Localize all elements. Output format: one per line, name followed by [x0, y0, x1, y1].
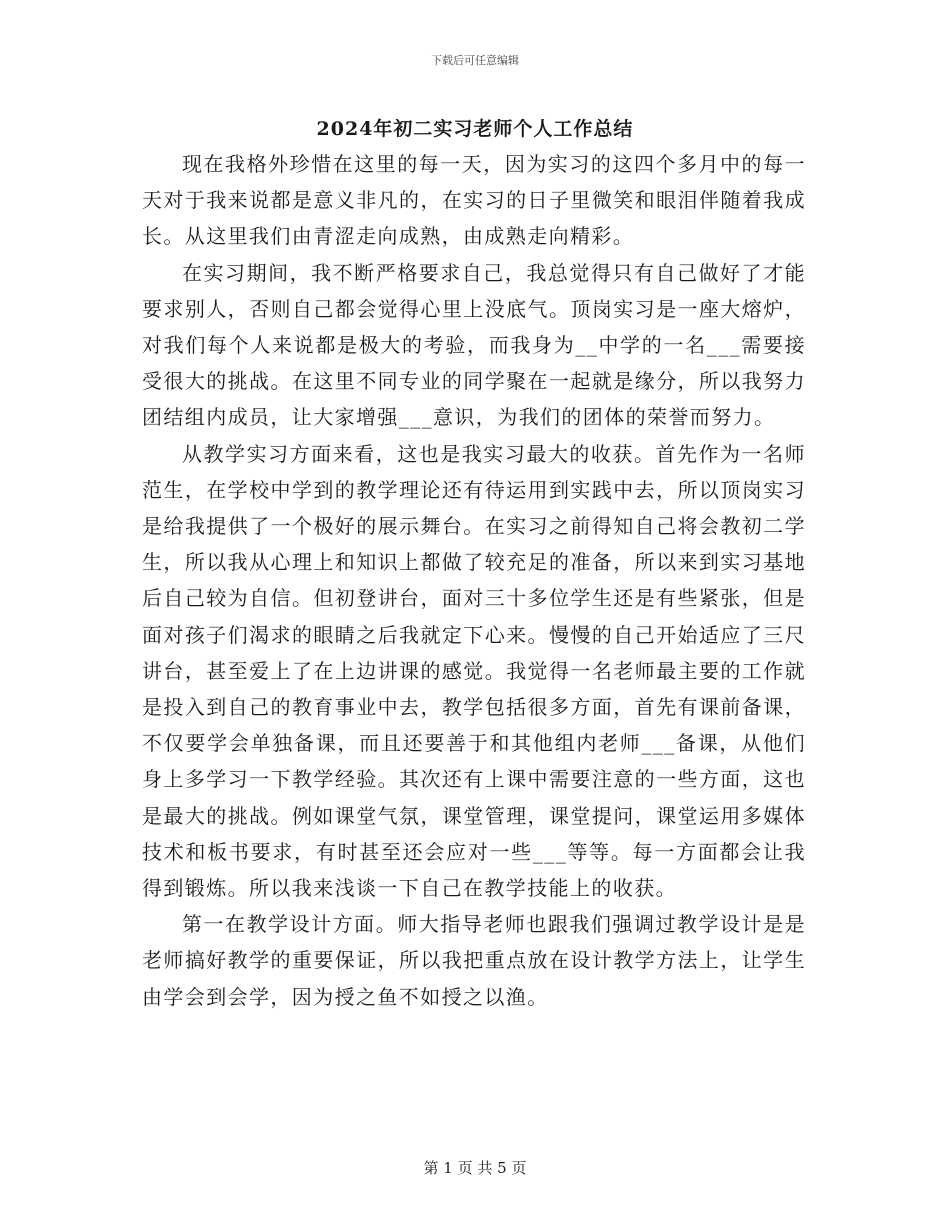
document-title: 2024年初二实习老师个人工作总结 — [316, 118, 634, 140]
paragraph: 第一在教学设计方面。师大指导老师也跟我们强调过教学设计是是老师搞好教学的重要保证，所以我把重点放在设计教学方法上，让学生由学会到会学，因为授之鱼不如授之以渔。 — [142, 912, 806, 1009]
paragraph: 现在我格外珍惜在这里的每一天，因为实习的这四个多月中的每一天对于我来说都是意义非凡的，在实习的日子里微笑和眼泪伴随着我成长。从这里我们由青涩走向成熟，由成熟走向精彩。 — [142, 152, 806, 249]
document-body — [142, 146, 806, 1015]
header-note: 下载后可任意编辑 — [431, 54, 519, 67]
page-number: 第 1 页 共 5 页 — [423, 1159, 527, 1177]
paragraph: 在实习期间，我不断严格要求自己，我总觉得只有自己做好了才能要求别人，否则自己都会觉得心里上没底气。顶岗实习是一座大熔炉，对我们每个人来说都是极大的考验，而我身为__中学的一名___需要接受很大的挑战。在这里不同专业的同学聚在一起就是缘分，所以我努力团结组内成员，让大家增强___意识，为我们的团体的荣誉而努力。 — [142, 260, 806, 430]
paragraph: 从教学实习方面来看，这也是我实习最大的收获。首先作为一名师范生，在学校中学到的教学理论还有待运用到实践中去，所以顶岗实习是给我提供了一个极好的展示舞台。在实习之前得知自己将会教初二学生，所以我从心理上和知识上都做了较充足的准备，所以来到实习基地后自己较为自信。但初登讲台，面对三十多位学生还是有些紧张，但是面对孩子们渴求的眼睛之后我就定下心来。慢慢的自己开始适应了三尺讲台，甚至爱上了在上边讲课的感觉。我觉得一名老师最主要的工作就是投入到自己的教育事业中去，教学包括很多方面，首先有课前备课，不仅要学会单独备课，而且还要善于和其他组内老师___备课，从他们身上多学习一下教学经验。其次还有上课中需要注意的一些方面，这也是最大的挑战。例如课堂气氛，课堂管理，课堂提问，课堂运用多媒体技术和板书要求，有时甚至还会应对一些___等等。每一方面都会让我得到锻炼。所以我来浅谈一下自己在教学技能上的收获。 — [142, 441, 806, 901]
